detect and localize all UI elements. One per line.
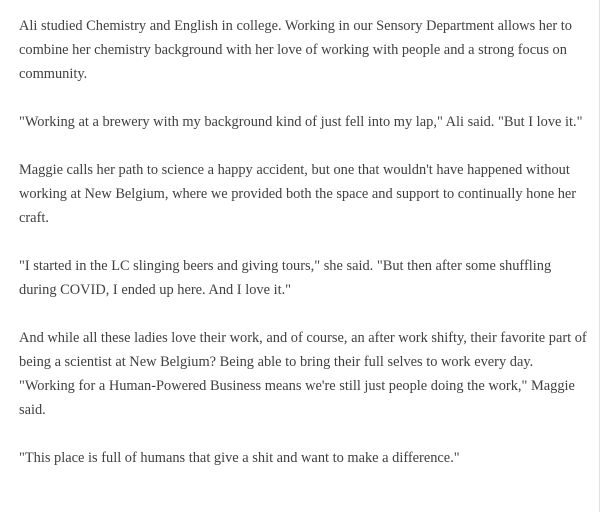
paragraph-favorite-part: And while all these ladies love their work, and of course, an after work shifty, their favorite part of being a scientist at New Belgium? Being able to bring their full selves to work every day. "Working for a Human-Powered Business means we're still just people doing the work," Maggie said. [19, 330, 587, 418]
paragraph-ali-quote: "Working at a brewery with my background kind of just fell into my lap," Ali said. "But I love it." [19, 114, 583, 130]
paragraph-ali-background: Ali studied Chemistry and English in college. Working in our Sensory Department allows her to combine her chemistry background with her love of working with people and a strong focus on community. [19, 18, 572, 82]
paragraph-maggie-path: Maggie calls her path to science a happy accident, but one that wouldn't have happened without working at New Belgium, where we provided both the space and support to continually hone her craft. [19, 162, 577, 226]
paragraph-closing-quote: "This place is full of humans that give a shit and want to make a difference." [19, 450, 460, 466]
paragraph-maggie-quote: "I started in the LC slinging beers and giving tours," she said. "But then after some shuffling during COVID, I ended up here. And I love it." [19, 258, 552, 298]
